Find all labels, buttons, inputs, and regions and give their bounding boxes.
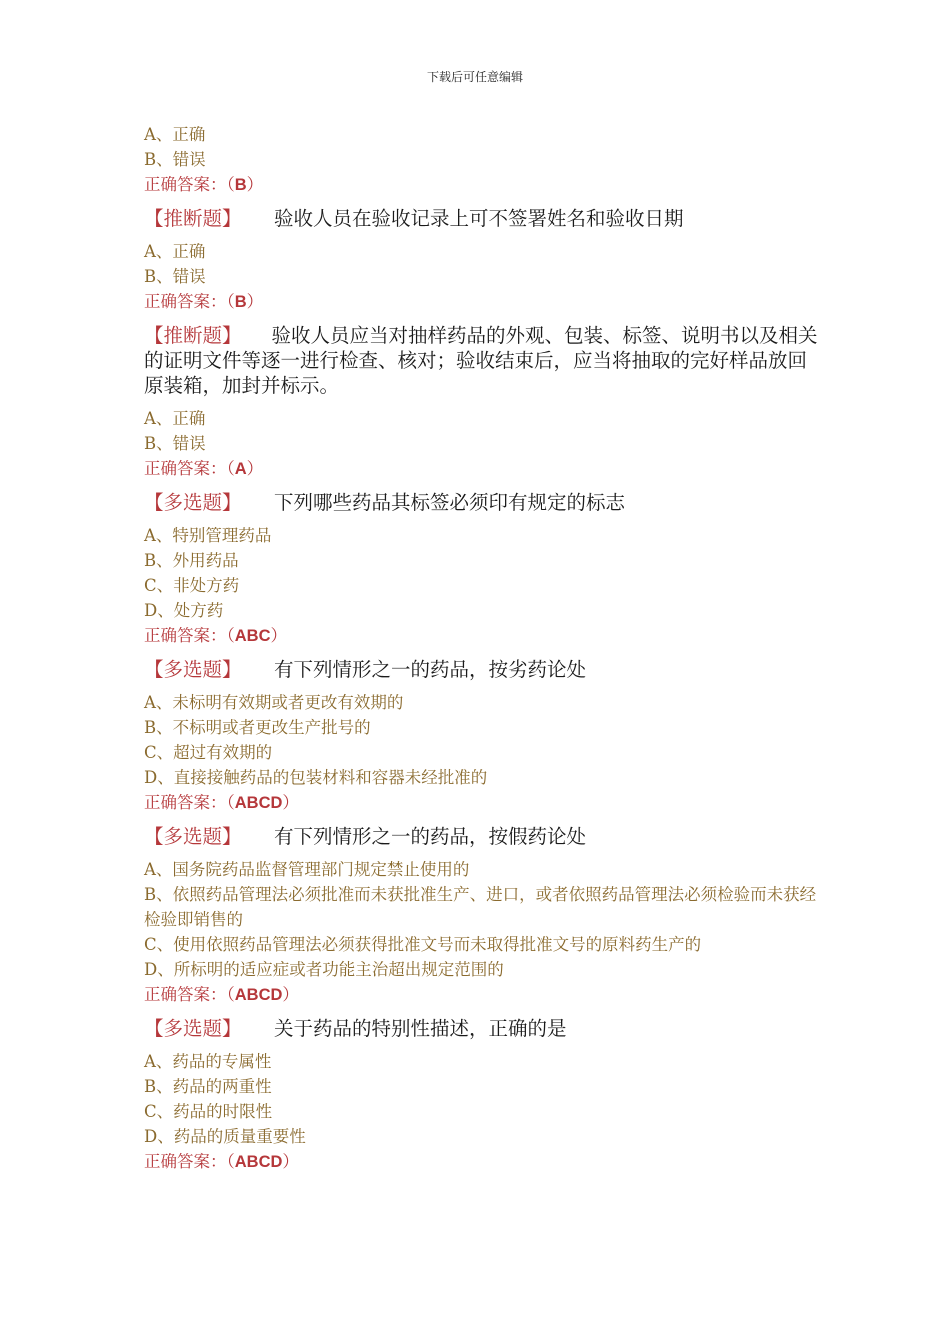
answer-open: （ [226,175,235,194]
question-block [144,657,824,816]
correct-answer [144,623,824,649]
answer-label: 正确答案： [144,1152,227,1171]
answer-open: （ [226,793,235,812]
question-block [144,206,824,315]
answer-close: ） [246,292,264,311]
answer-close: ） [282,1152,299,1171]
correct-answer [144,456,824,482]
option-d: D、直接接触药品的包装材料和容器未经批准的 [144,768,488,787]
question-type-tag: 【推断题】 [144,207,242,230]
correct-answer [144,790,824,816]
answer-open: （ [226,459,235,478]
option-a: A、国务院药品监督管理部门规定禁止使用的 [144,860,470,879]
answer-value: A [234,460,247,478]
answer-value: ABC [234,627,271,645]
page-header: 下载后可任意编辑 [426,70,523,84]
question-type-tag: 【多选题】 [144,1017,242,1040]
answer-value: ABCD [234,1153,283,1171]
question-block [144,122,824,198]
option-b: B、外用药品 [144,551,239,570]
answer-open: （ [226,985,235,1004]
answer-value: ABCD [234,794,283,812]
question-heading [144,323,824,398]
answer-label: 正确答案： [144,793,227,812]
answer-open: （ [226,626,235,645]
question-text: 关于药品的特别性描述，正确的是 [274,1017,567,1040]
option-a: A、特别管理药品 [144,526,272,545]
question-heading [144,657,824,682]
answer-close: ） [282,985,299,1004]
answer-label: 正确答案： [144,626,227,645]
answer-label: 正确答案： [144,459,227,478]
option-b: B、错误 [144,267,206,286]
question-text: 验收人员应当对抽样药品的外观、包装、标签、说明书以及相关的证明文件等逐一进行检查、核对；验收结束后，应当将抽取的完好样品放回原装箱，加封并标示。 [144,324,818,397]
answer-label: 正确答案： [144,292,227,311]
answer-value: ABCD [234,986,283,1004]
option-d: D、药品的质量重要性 [144,1127,306,1146]
answer-open: （ [226,1152,235,1171]
option-a: A、药品的专属性 [144,1052,272,1071]
option-d: D、处方药 [144,601,224,620]
option-b: B、药品的两重性 [144,1077,272,1096]
answer-close: ） [246,459,264,478]
question-heading [144,206,824,231]
answer-label: 正确答案： [144,985,227,1004]
option-d: D、所标明的适应症或者功能主治超出规定范围的 [144,960,504,979]
question-heading [144,490,824,515]
option-c: C、非处方药 [144,576,240,595]
question-heading [144,1016,824,1041]
question-type-tag: 【多选题】 [144,491,242,514]
question-type-tag: 【推断题】 [144,324,242,347]
question-text: 有下列情形之一的药品，按假药论处 [274,825,587,848]
question-block [144,323,824,482]
question-text: 验收人员在验收记录上可不签署姓名和验收日期 [274,207,684,230]
answer-close: ） [246,175,264,194]
option-c: C、使用依照药品管理法必须获得批准文号而未取得批准文号的原料药生产的 [144,935,702,954]
answer-value: B [234,176,247,194]
answer-close: ） [282,793,299,812]
correct-answer [144,172,824,198]
question-type-tag: 【多选题】 [144,658,242,681]
question-block [144,1016,824,1175]
option-a: A、正确 [144,409,206,428]
question-text: 下列哪些药品其标签必须印有规定的标志 [274,491,626,514]
correct-answer [144,289,824,315]
answer-close: ） [270,626,287,645]
option-b: B、错误 [144,434,206,453]
option-b: B、错误 [144,150,206,169]
correct-answer [144,1149,824,1175]
option-c: C、超过有效期的 [144,743,273,762]
question-text: 有下列情形之一的药品，按劣药论处 [274,658,587,681]
option-a: A、未标明有效期或者更改有效期的 [144,693,404,712]
question-list [144,122,824,1183]
option-b: B、依照药品管理法必须批准而未获批准生产、进口，或者依照药品管理法必须检验而未获经检验即销售的 [144,885,817,929]
answer-open: （ [226,292,235,311]
question-heading [144,824,824,849]
option-c: C、药品的时限性 [144,1102,273,1121]
question-type-tag: 【多选题】 [144,825,242,848]
correct-answer [144,982,824,1008]
question-block [144,824,824,1008]
question-block [144,490,824,649]
option-a: A、正确 [144,125,206,144]
option-b: B、不标明或者更改生产批号的 [144,718,371,737]
answer-value: B [234,293,247,311]
answer-label: 正确答案： [144,175,227,194]
option-a: A、正确 [144,242,206,261]
